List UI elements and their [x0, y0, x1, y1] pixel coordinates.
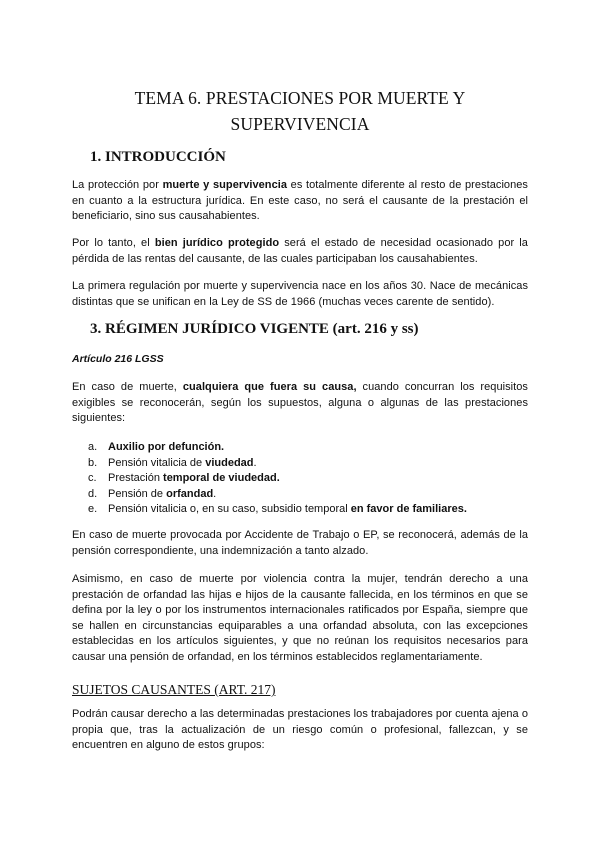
bold-text: temporal de viudedad. [163, 472, 280, 484]
intro-paragraph-3: La primera regulación por muerte y supervivencia nace en los años 30. Nace de mecánicas distintas que se unifican en la Ley de SS de 1966 (muchas veces carente de sentido). [72, 280, 528, 308]
bold-text: viudedad [205, 456, 254, 469]
list-item [88, 456, 528, 472]
list-marker: a. [88, 441, 98, 453]
text: será el estado de necesidad ocasionado por la pérdida de las rentas del causante, de las cuales participaban los causahabientes. [72, 237, 528, 265]
subsection-heading: SUJETOS CAUSANTES (ART. 217) [72, 682, 276, 697]
list-item [88, 440, 528, 456]
title-line-2: SUPERVIVENCIA [230, 114, 370, 134]
list-marker: d. [88, 487, 98, 500]
text: Pensión vitalicia de [108, 456, 206, 469]
bold-text: bien jurídico protegido [154, 237, 280, 249]
text: En caso de muerte, [72, 381, 183, 393]
bold-text: orfandad [166, 487, 214, 500]
text: . [213, 487, 217, 500]
benefits-list [88, 440, 528, 518]
intro-paragraph-2 [72, 236, 528, 267]
section-3-heading: 3. RÉGIMEN JURÍDICO VIGENTE (art. 216 y ss) [90, 321, 419, 337]
bold-text: en favor de familiares. [350, 503, 467, 515]
list-item [88, 487, 528, 503]
document-title [60, 85, 540, 137]
text: Por lo tanto, el [72, 237, 155, 249]
section-1-heading: 1. INTRODUCCIÓN [90, 149, 226, 165]
list-item [88, 471, 528, 487]
text: cuando concurran los requisitos exigibles se reconocerán, según los supuestos, alguna o algunas de las prestaciones siguientes: [72, 381, 528, 424]
intro-paragraph-1 [72, 178, 528, 225]
subsection-paragraph-1: Podrán causar derecho a las determinadas prestaciones los trabajadores por cuenta ajena o propia que, tras la actualización de un riesgo común o profesional, fallezcan, y se encuentren en alguno de estos grupos: [72, 708, 528, 751]
article-label: Artículo 216 LGSS [72, 353, 164, 365]
bold-text: cualquiera que fuera su causa, [182, 381, 357, 393]
list-marker: c. [88, 472, 97, 484]
text: . [253, 456, 257, 469]
title-line-1: TEMA 6. PRESTACIONES POR MUERTE Y [134, 88, 466, 108]
text: es totalmente diferente al resto de prestaciones en cuanto a la estructura jurídica. En este caso, no será el causante de la prestación el beneficiario, sino sus causahabientes. [72, 179, 528, 222]
list-marker: b. [88, 456, 98, 469]
text: Pensión de [108, 487, 167, 500]
text: Prestación [108, 472, 164, 484]
article-paragraph-2: En caso de muerte provocada por Accidente de Trabajo o EP, se reconocerá, además de la pensión correspondiente, una indemnización a tanto alzado. [72, 529, 528, 557]
text: La protección por [72, 179, 163, 191]
list-item [88, 502, 528, 518]
article-paragraph-1 [72, 380, 528, 427]
bold-text: muerte y supervivencia [162, 179, 288, 191]
article-paragraph-3: Asimismo, en caso de muerte por violencia contra la mujer, tendrán derecho a una prestación de orfandad las hijas e hijos de la causante fallecida, en los términos en que se defina por la ley o por los instrumentos internacionales ratificados por España, siempre que se hallen en circunstancias equiparables a una orfandad absoluta, con las excepciones establecidas en los artículos siguientes, y que no reúnan los requisitos necesarios para causar una pensión de orfandad, en los términos establecidos reglamentariamente. [72, 573, 528, 663]
bold-text: Auxilio por defunción. [108, 441, 225, 453]
text: Pensión vitalicia o, en su caso, subsidio temporal [108, 503, 351, 515]
list-marker: e. [88, 503, 98, 515]
